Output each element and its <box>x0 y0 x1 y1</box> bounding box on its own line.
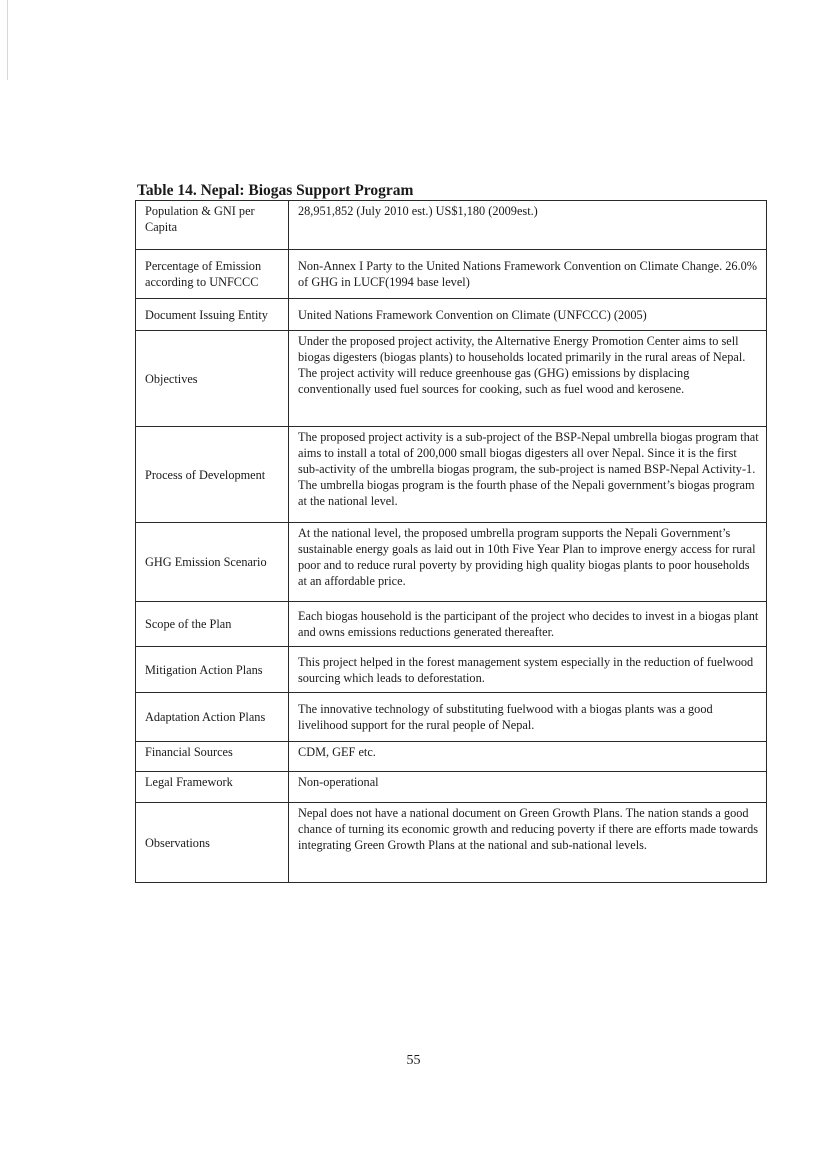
row-value-issuing-entity: United Nations Framework Convention on Climate (UNFCCC) (2005) <box>289 299 767 331</box>
row-value-mitigation-action-plans: This project helped in the forest management system especially in the reduction of fuelwood sourcing which leads to deforestation. <box>289 647 767 693</box>
biogas-program-table <box>135 200 767 883</box>
table-row-adaptation-action-plans <box>136 693 767 742</box>
row-value-adaptation-action-plans: The innovative technology of substituting fuelwood with a biogas plants was a good livelihood support for the rural people of Nepal. <box>289 693 767 742</box>
row-label-observations: Observations <box>136 803 289 883</box>
row-label-objectives: Objectives <box>136 331 289 427</box>
row-label-issuing-entity: Document Issuing Entity <box>136 299 289 331</box>
row-label-ghg-emission-scenario: GHG Emission Scenario <box>136 523 289 602</box>
row-label-mitigation-action-plans: Mitigation Action Plans <box>136 647 289 693</box>
row-label-scope-of-plan: Scope of the Plan <box>136 602 289 647</box>
row-label-emission-percentage: Percentage of Emission according to UNFCCC <box>136 250 289 299</box>
table-row-issuing-entity <box>136 299 767 331</box>
row-value-financial-sources: CDM, GEF etc. <box>289 742 767 772</box>
table-row-process-of-development <box>136 427 767 523</box>
row-label-adaptation-action-plans: Adaptation Action Plans <box>136 693 289 742</box>
scan-edge-mark <box>7 0 8 80</box>
row-label-process-of-development: Process of Development <box>136 427 289 523</box>
row-label-population: Population & GNI per Capita <box>136 201 289 250</box>
row-value-objectives: Under the proposed project activity, the Alternative Energy Promotion Center aims to sell biogas digesters (biogas plants) to households located primarily in the rural areas of Nepal. The project activity will reduce greenhouse gas (GHG) emissions by displacing conventionally used fuel sources for cooking, such as fuel wood and kerosene. <box>289 331 767 427</box>
table-row-mitigation-action-plans <box>136 647 767 693</box>
row-value-process-of-development: The proposed project activity is a sub-project of the BSP-Nepal umbrella biogas program that aims to install a total of 200,000 small biogas digesters all over Nepal. Since it is the first sub-activity of the umbrella biogas program, the sub-project is named BSP-Nepal Activity-1. The umbrella biogas program is the fourth phase of the Nepali government’s biogas program at the national level. <box>289 427 767 523</box>
table-row-emission-percentage <box>136 250 767 299</box>
table-row-legal-framework <box>136 772 767 803</box>
table-title: Table 14. Nepal: Biogas Support Program <box>137 182 414 199</box>
page-number: 55 <box>406 1053 421 1068</box>
row-value-emission-percentage: Non-Annex I Party to the United Nations Framework Convention on Climate Change. 26.0% of GHG in LUCF(1994 base level) <box>289 250 767 299</box>
table-row-scope-of-plan <box>136 602 767 647</box>
row-label-legal-framework: Legal Framework <box>136 772 289 803</box>
row-value-population: 28,951,852 (July 2010 est.) US$1,180 (2009est.) <box>289 201 767 250</box>
row-label-financial-sources: Financial Sources <box>136 742 289 772</box>
table-row-ghg-emission-scenario <box>136 523 767 602</box>
row-value-observations: Nepal does not have a national document on Green Growth Plans. The nation stands a good chance of turning its economic growth and reducing poverty if there are efforts made towards integrating Green Growth Plans at the national and sub-national levels. <box>289 803 767 883</box>
row-value-scope-of-plan: Each biogas household is the participant of the project who decides to invest in a biogas plant and owns emissions reductions generated thereafter. <box>289 602 767 647</box>
row-value-legal-framework: Non-operational <box>289 772 767 803</box>
row-value-ghg-emission-scenario: At the national level, the proposed umbrella program supports the Nepali Government’s sustainable energy goals as laid out in 10th Five Year Plan to improve energy access for rural poor and to reduce rural poverty by providing high quality biogas plants to poor households at an affordable price. <box>289 523 767 602</box>
table-row-objectives <box>136 331 767 427</box>
table-row-population <box>136 201 767 250</box>
table-row-financial-sources <box>136 742 767 772</box>
table-row-observations <box>136 803 767 883</box>
